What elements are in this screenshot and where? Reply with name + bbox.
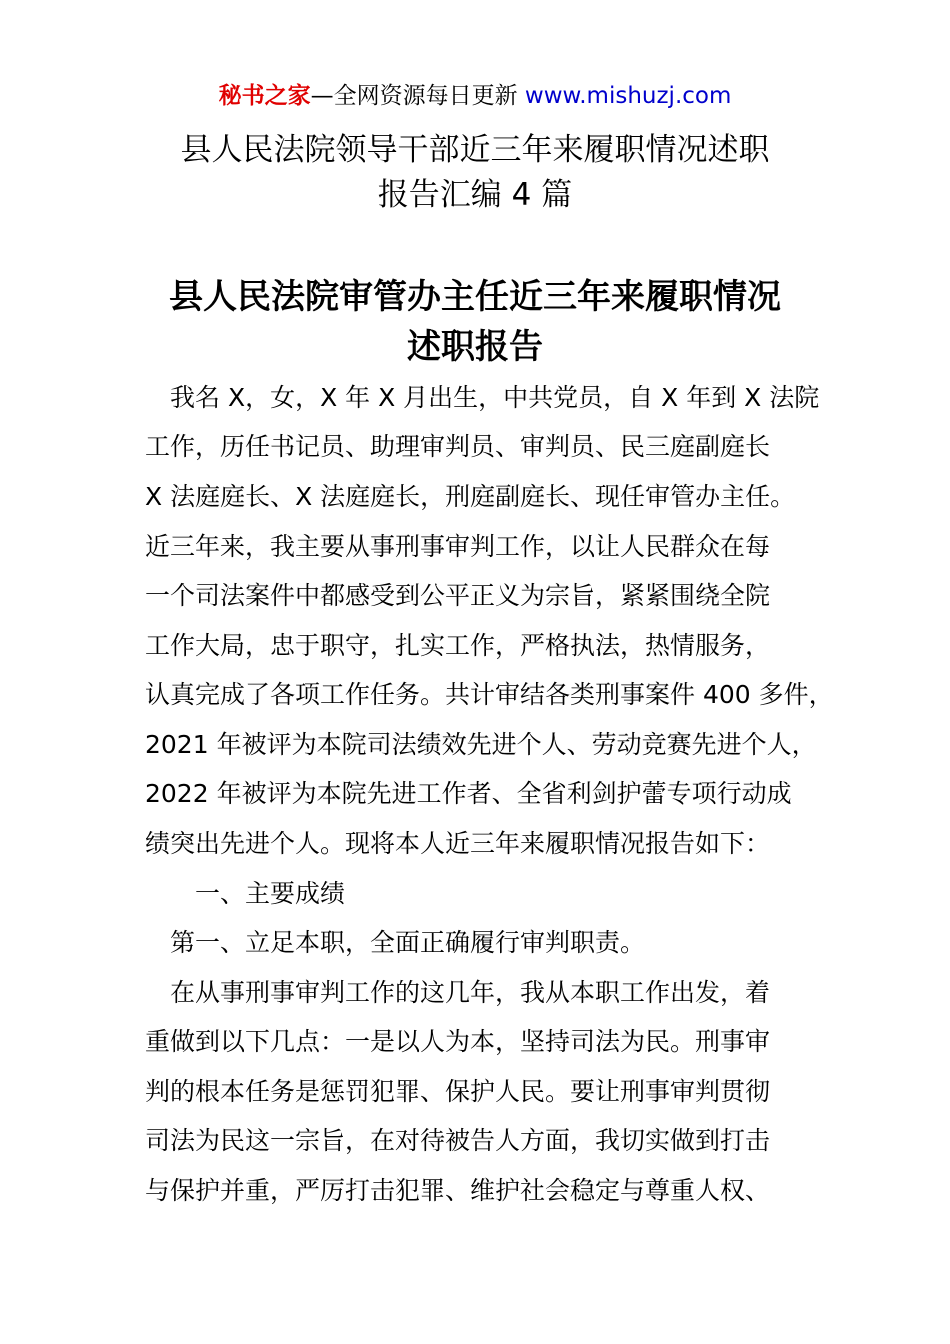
body-line: 判的根本任务是惩罚犯罪、保护人民。要让刑事审判贯彻 [145,1077,771,1106]
body-line: 绩突出先进个人。现将本人近三年来履职情况报告如下： [145,829,771,858]
body-line: 与保护并重，严厉打击犯罪、维护社会稳定与尊重人权、 [145,1176,771,1205]
body-line: 2021 年被评为本院司法绩效先进个人、劳动竞赛先进个人， [145,730,817,759]
body-line: X 法庭庭长、X 法庭庭长，刑庭副庭长、现任审管办主任。 [145,482,796,511]
site-tagline: —全网资源每日更新 [310,83,518,109]
body-line: 在从事刑事审判工作的这几年，我从本职工作出发，着 [145,978,771,1007]
body-line: 一个司法案件中都感受到公平正义为宗旨，紧紧围绕全院 [145,581,771,610]
section-heading: 一、主要成绩 [145,879,346,908]
brand-name: 秘书之家 [218,83,311,109]
document-title-line-1: 县人民法院领导干部近三年来履职情况述职 [180,132,770,168]
report-title-line-1: 县人民法院审管办主任近三年来履职情况 [169,277,781,317]
document-title-line-2: 报告汇编 4 篇 [377,177,573,213]
body-line: 第一、立足本职，全面正确履行审判职责。 [145,928,646,957]
body-line: 2022 年被评为本院先进工作者、全省利剑护蕾专项行动成 [145,779,792,808]
site-url-link[interactable]: www.mishuzj.com [524,83,732,109]
body-line: 重做到以下几点：一是以人为本，坚持司法为民。刑事审 [145,1027,771,1056]
body-line: 工作大局，忠于职守，扎实工作，严格执法，热情服务， [145,631,771,660]
site-header [0,80,950,112]
body-line: 认真完成了各项工作任务。共计审结各类刑事案件 400 多件， [145,680,834,709]
body-line: 工作，历任书记员、助理审判员、审判员、民三庭副庭长 [145,432,771,461]
body-line: 我名 X，女，X 年 X 月出生，中共党员，自 X 年到 X 法院 [145,383,820,412]
report-title-line-2: 述职报告 [407,327,543,367]
body-line: 近三年来，我主要从事刑事审判工作，以让人民群众在每 [145,532,771,561]
body-line: 司法为民这一宗旨，在对待被告人方面，我切实做到打击 [145,1126,771,1155]
